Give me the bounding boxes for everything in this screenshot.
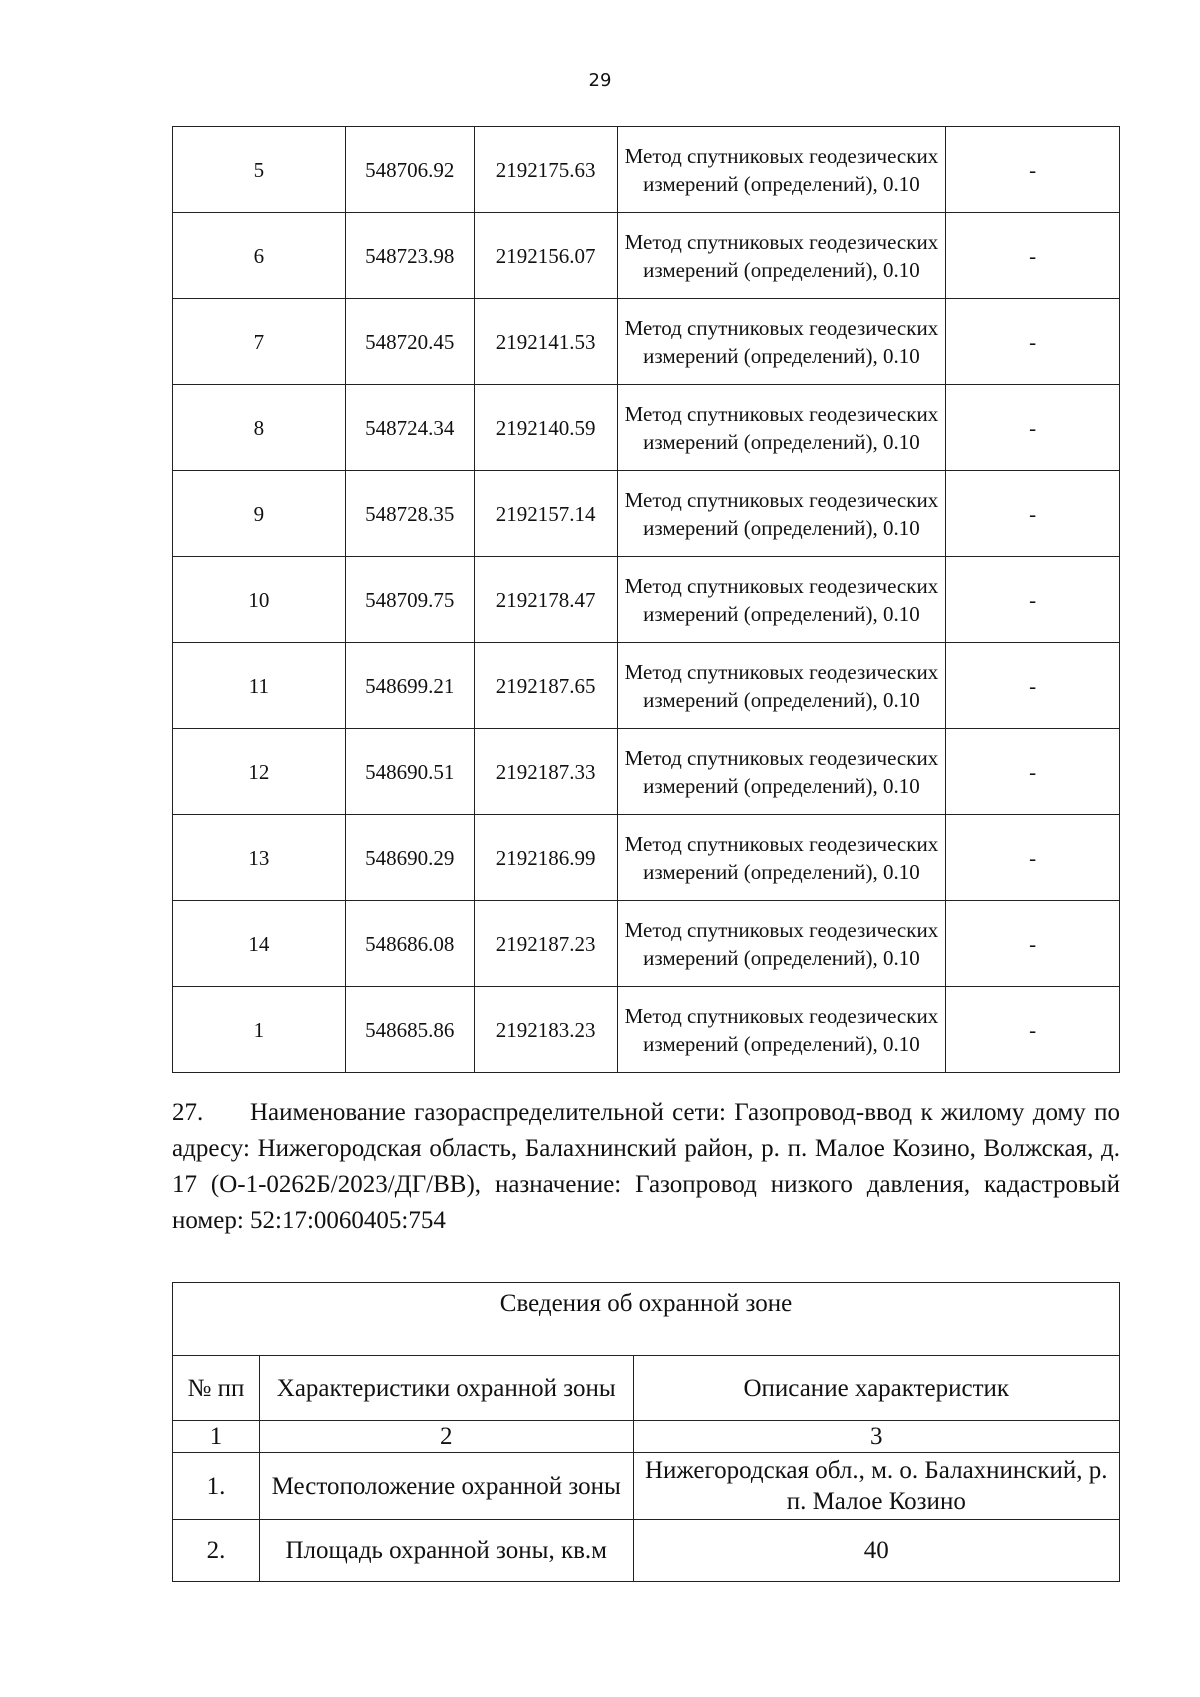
table-row	[173, 471, 1120, 557]
point-number: 13	[173, 815, 346, 901]
coordinate-x: 548690.29	[345, 815, 474, 901]
coordinate-x: 548723.98	[345, 213, 474, 299]
note-cell: -	[946, 815, 1120, 901]
table-row	[173, 815, 1120, 901]
header-characteristic: Характеристики охранной зоны	[259, 1356, 633, 1421]
table-row	[173, 901, 1120, 987]
page-number: 29	[588, 70, 612, 91]
coordinate-y: 2192156.07	[474, 213, 617, 299]
measurement-method: Метод спутниковых геодезических измерений (определений), 0.10	[617, 557, 946, 643]
coordinate-y: 2192183.23	[474, 987, 617, 1073]
table-row	[173, 127, 1120, 213]
note-cell: -	[946, 127, 1120, 213]
header-number: № пп	[173, 1356, 260, 1421]
measurement-method: Метод спутниковых геодезических измерений (определений), 0.10	[617, 385, 946, 471]
coordinate-x: 548706.92	[345, 127, 474, 213]
point-number: 10	[173, 557, 346, 643]
measurement-method: Метод спутниковых геодезических измерений (определений), 0.10	[617, 987, 946, 1073]
table-row	[173, 213, 1120, 299]
coordinate-y: 2192187.33	[474, 729, 617, 815]
coordinate-x: 548699.21	[345, 643, 474, 729]
column-index-3: 3	[633, 1421, 1119, 1453]
measurement-method: Метод спутниковых геодезических измерений (определений), 0.10	[617, 127, 946, 213]
protection-zone-table	[172, 1282, 1120, 1582]
table-row	[173, 299, 1120, 385]
coordinate-y: 2192175.63	[474, 127, 617, 213]
point-number: 14	[173, 901, 346, 987]
point-number: 6	[173, 213, 346, 299]
point-number: 1	[173, 987, 346, 1073]
coordinate-x: 548724.34	[345, 385, 474, 471]
coordinate-x: 548709.75	[345, 557, 474, 643]
row-number: 2.	[173, 1520, 260, 1582]
note-cell: -	[946, 901, 1120, 987]
measurement-method: Метод спутниковых геодезических измерений (определений), 0.10	[617, 299, 946, 385]
coordinate-x: 548685.86	[345, 987, 474, 1073]
header-description: Описание характеристик	[633, 1356, 1119, 1421]
coordinate-x: 548686.08	[345, 901, 474, 987]
paragraph-number: 27.	[172, 1099, 204, 1126]
note-cell: -	[946, 729, 1120, 815]
coordinate-y: 2192187.65	[474, 643, 617, 729]
coordinate-y: 2192141.53	[474, 299, 617, 385]
point-number: 12	[173, 729, 346, 815]
coordinate-x: 548690.51	[345, 729, 474, 815]
coordinate-y: 2192186.99	[474, 815, 617, 901]
coordinate-x: 548720.45	[345, 299, 474, 385]
measurement-method: Метод спутниковых геодезических измерений (определений), 0.10	[617, 815, 946, 901]
table-row	[173, 1453, 1120, 1520]
point-number: 5	[173, 127, 346, 213]
table-row	[173, 1520, 1120, 1582]
table-row	[173, 643, 1120, 729]
characteristic-value: Нижегородская обл., м. о. Балахнинский, р. п. Малое Козино	[633, 1453, 1119, 1520]
coordinate-y: 2192140.59	[474, 385, 617, 471]
note-cell: -	[946, 385, 1120, 471]
note-cell: -	[946, 213, 1120, 299]
network-description	[172, 1095, 1120, 1239]
point-number: 7	[173, 299, 346, 385]
zone-table-caption: Сведения об охранной зоне	[173, 1283, 1120, 1356]
paragraph-text: Наименование газораспределительной сети: Газопровод-ввод к жилому дому по адресу: Нижегородская область, Балахнинский район, р. п. Малое Козино, Волжская, д. 17 (О-1-0262Б/2023/ДГ/ВВ), назначение: Газопровод низкого давления, кадастровый номер: 52:17:0060405:754	[172, 1099, 1120, 1234]
table-row	[173, 557, 1120, 643]
row-number: 1.	[173, 1453, 260, 1520]
measurement-method: Метод спутниковых геодезических измерений (определений), 0.10	[617, 729, 946, 815]
note-cell: -	[946, 987, 1120, 1073]
note-cell: -	[946, 557, 1120, 643]
note-cell: -	[946, 299, 1120, 385]
characteristic-name: Местоположение охранной зоны	[259, 1453, 633, 1520]
point-number: 11	[173, 643, 346, 729]
table-row	[173, 729, 1120, 815]
table-row	[173, 385, 1120, 471]
column-index-2: 2	[259, 1421, 633, 1453]
coordinate-y: 2192157.14	[474, 471, 617, 557]
coordinate-x: 548728.35	[345, 471, 474, 557]
point-number: 9	[173, 471, 346, 557]
measurement-method: Метод спутниковых геодезических измерений (определений), 0.10	[617, 471, 946, 557]
measurement-method: Метод спутниковых геодезических измерений (определений), 0.10	[617, 213, 946, 299]
coordinate-y: 2192187.23	[474, 901, 617, 987]
measurement-method: Метод спутниковых геодезических измерений (определений), 0.10	[617, 643, 946, 729]
measurement-method: Метод спутниковых геодезических измерений (определений), 0.10	[617, 901, 946, 987]
characteristic-name: Площадь охранной зоны, кв.м	[259, 1520, 633, 1582]
coordinates-table	[172, 126, 1120, 1073]
note-cell: -	[946, 643, 1120, 729]
column-index-1: 1	[173, 1421, 260, 1453]
characteristic-value: 40	[633, 1520, 1119, 1582]
point-number: 8	[173, 385, 346, 471]
coordinate-y: 2192178.47	[474, 557, 617, 643]
note-cell: -	[946, 471, 1120, 557]
table-row	[173, 987, 1120, 1073]
